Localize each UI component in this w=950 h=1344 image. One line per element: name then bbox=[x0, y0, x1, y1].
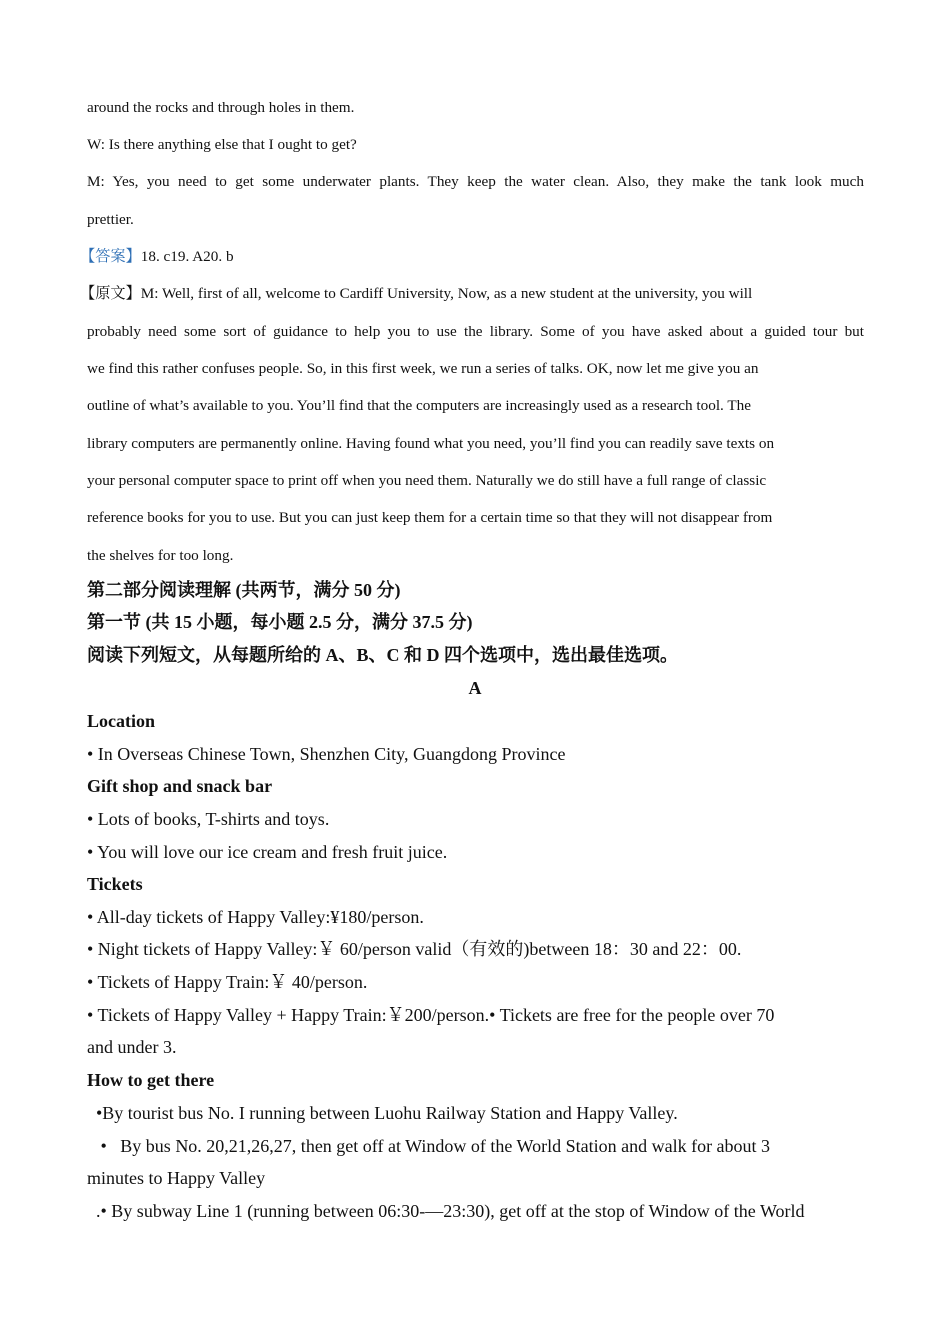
transcript-line: prettier. bbox=[87, 211, 134, 228]
tickets-heading: Tickets bbox=[87, 874, 143, 894]
location-heading: Location bbox=[87, 711, 156, 731]
ticket-item: • Tickets of Happy Valley + Happy Train:￥200/person.• Tickets are free for the people over 70 bbox=[87, 1005, 775, 1025]
original-text: M: Well, first of all, welcome to Cardiff University, Now, as a new student at the university, you will bbox=[140, 285, 753, 302]
gift-item: • You will love our ice cream and fresh fruit juice. bbox=[87, 842, 448, 862]
ticket-item: • All-day tickets of Happy Valley:¥180/person. bbox=[87, 907, 424, 927]
gift-heading: Gift shop and snack bar bbox=[87, 776, 273, 796]
location-item: • In Overseas Chinese Town, Shenzhen City, Guangdong Province bbox=[87, 744, 566, 764]
passage-label: A bbox=[468, 678, 482, 698]
original-line: your personal computer space to print off when you need them. Naturally we do still have a full range of classic bbox=[87, 472, 767, 489]
gift-item: • Lots of books, T-shirts and toys. bbox=[87, 809, 330, 829]
transport-item: •By tourist bus No. I running between Luohu Railway Station and Happy Valley. bbox=[87, 1103, 678, 1123]
part-title: 第二部分阅读理解 (共两节，满分 50 分) bbox=[87, 580, 401, 600]
transport-item: .• By subway Line 1 (running between 06:30-—23:30), get off at the stop of Window of the World bbox=[87, 1201, 805, 1221]
original-line: probably need some sort of guidance to help you to use the library. Some of you have asked about a guided tour but bbox=[87, 323, 864, 340]
transcript-line: around the rocks and through holes in them. bbox=[87, 99, 355, 116]
original-label: 【原文】 bbox=[80, 285, 141, 302]
original-line: the shelves for too long. bbox=[87, 547, 234, 564]
answer-label: 【答案】 bbox=[80, 248, 141, 265]
instruction: 阅读下列短文，从每题所给的 A、B、C 和 D 四个选项中，选出最佳选项。 bbox=[87, 645, 678, 665]
answer-text: 18. c19. A20. b bbox=[140, 248, 234, 265]
transport-item: minutes to Happy Valley bbox=[87, 1168, 266, 1188]
ticket-item: • Night tickets of Happy Valley:￥ 60/person valid（有效的)between 18：30 and 22：00. bbox=[87, 939, 742, 959]
ticket-item: and under 3. bbox=[87, 1037, 177, 1057]
section-title: 第一节 (共 15 小题，每小题 2.5 分，满分 37.5 分) bbox=[87, 612, 473, 632]
transcript-line: M: Yes, you need to get some underwater plants. They keep the water clean. Also, they make the tank look much bbox=[87, 173, 864, 190]
ticket-item: • Tickets of Happy Train:￥ 40/person. bbox=[87, 972, 368, 992]
original-line bbox=[80, 286, 752, 301]
original-line: we find this rather confuses people. So, in this first week, we run a series of talks. OK, now let me give you an bbox=[87, 360, 759, 377]
original-line: library computers are permanently online. Having found what you need, you’ll find you can readily save texts on bbox=[87, 435, 775, 452]
transport-item: • By bus No. 20,21,26,27, then get off at Window of the World Station and walk for about 3 bbox=[87, 1136, 771, 1156]
original-line: reference books for you to use. But you can just keep them for a certain time so that they will not disappear from bbox=[87, 509, 773, 526]
original-line: outline of what’s available to you. You’ll find that the computers are increasingly used as a research tool. The bbox=[87, 397, 751, 414]
transport-heading: How to get there bbox=[87, 1070, 215, 1090]
transcript-line: W: Is there anything else that I ought to get? bbox=[87, 136, 357, 153]
answer-line bbox=[80, 249, 234, 264]
